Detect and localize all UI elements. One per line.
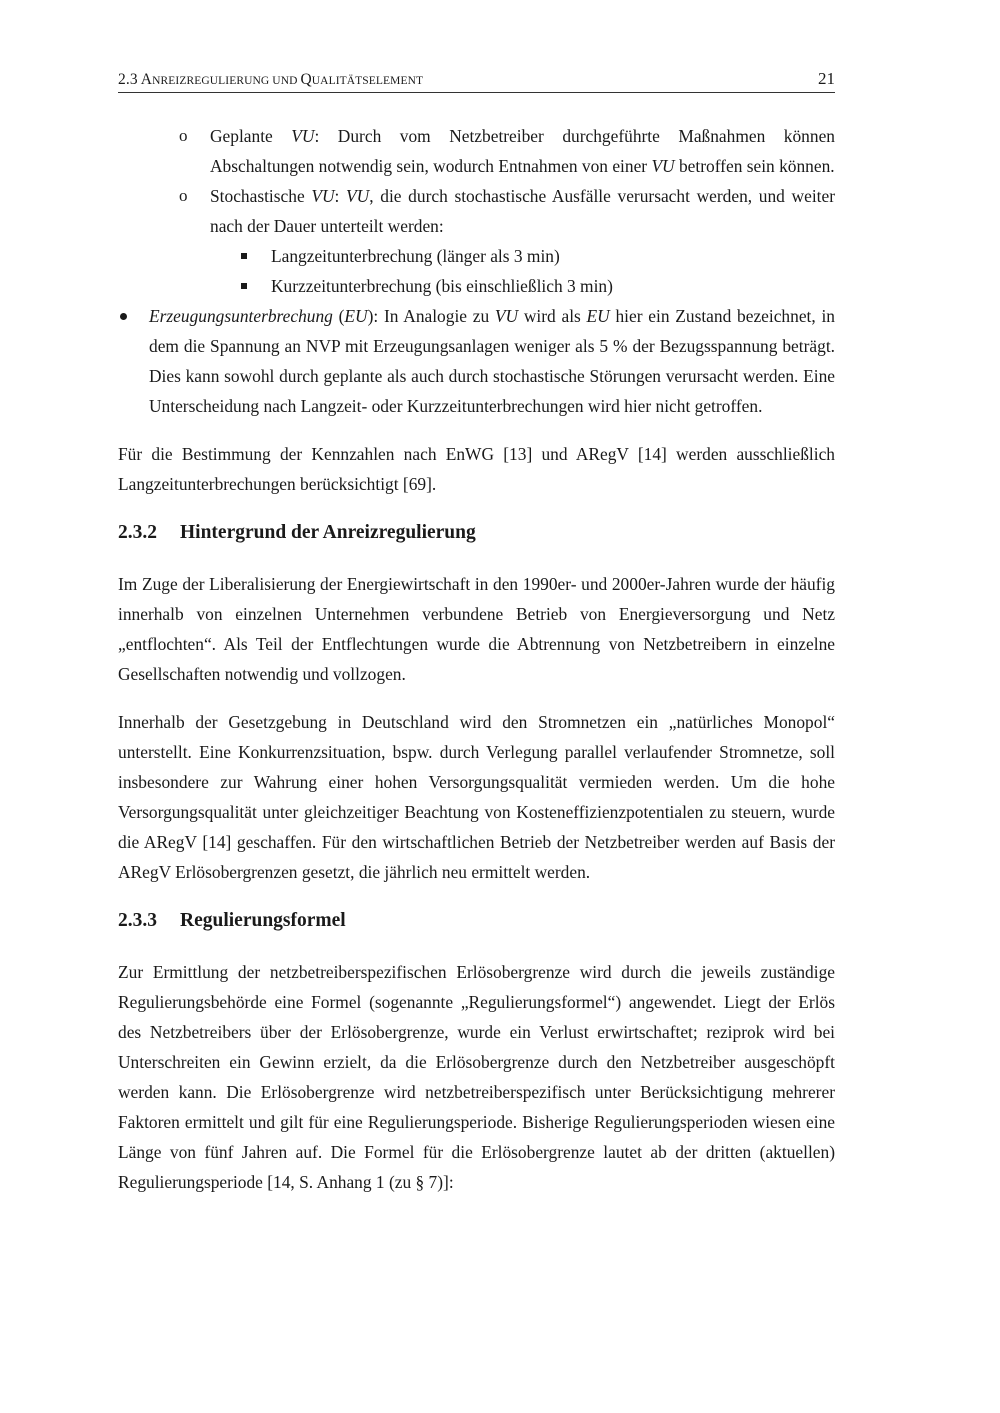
section-heading-2-3-2 bbox=[118, 518, 835, 548]
header-title-cap-q: Q bbox=[300, 71, 312, 88]
section-number: 2.3.3 bbox=[118, 910, 157, 931]
header-section-number: 2.3 bbox=[118, 71, 141, 88]
section-title: Regulierungsformel bbox=[180, 910, 346, 931]
section-title: Hintergrund der Anreizregulierung bbox=[180, 522, 476, 543]
paragraph-kennzahlen: Für die Bestimmung der Kennzahlen nach EnWG [13] und ARegV [14] werden ausschließlich Langzeitunterbrechungen berücksichtigt [69]. bbox=[118, 444, 835, 494]
running-header bbox=[118, 68, 835, 93]
list-item-text: Geplante VU: Durch vom Netzbetreiber durchgeführte Maßnahmen können Abschaltungen notwendig sein, wodurch Entnahmen von einer VU betroffen sein können. bbox=[210, 126, 835, 176]
circle-bullet-icon: o bbox=[179, 126, 188, 145]
section-heading-2-3-3 bbox=[118, 906, 835, 936]
list-item-erzeugungsunterbrechung bbox=[118, 301, 835, 421]
body-text bbox=[118, 121, 835, 1197]
list-item-text: Erzeugungsunterbrechung (EU): In Analogie zu VU wird als EU hier ein Zustand bezeichnet, in dem die Spannung an NVP mit Erzeugungsanlagen weniger als 5 % der Bezugsspannung beträgt. Dies kann sowohl durch geplante als auch durch stochastische Störungen verursacht werden. Eine Unterscheidung nach Langzeit- oder Kurzzeitunterbrechungen wird hier nicht getroffen. bbox=[149, 306, 835, 416]
list-item-langzeit bbox=[118, 241, 835, 271]
header-title-cap-a: A bbox=[140, 71, 153, 88]
circle-bullet-icon: o bbox=[179, 186, 188, 205]
running-header-title bbox=[118, 71, 423, 89]
section-number: 2.3.2 bbox=[118, 522, 157, 543]
square-bullet-icon bbox=[241, 283, 247, 289]
list-item-stochastische-vu bbox=[118, 181, 835, 241]
page-number: 21 bbox=[818, 69, 835, 88]
dot-bullet-icon bbox=[120, 313, 127, 320]
header-title-rest-q: UALITÄTSELEMENT bbox=[311, 75, 424, 87]
header-title-rest-a: NREIZREGULIERUNG UND bbox=[152, 75, 301, 87]
paragraph-monopol: Innerhalb der Gesetzgebung in Deutschland wird den Stromnetzen ein „natürliches Monopol“ unterstellt. Eine Konkurrenzsituation, bspw. durch Verlegung parallel verlaufender Stromnetze, soll insbesondere zur Wahrung einer hohen Versorgungsqualität vermieden werden. Um die hohe Versorgungsqualität unter gleichzeitiger Beachtung von Kosteneffizienzpotentialen zu steuern, wurde die ARegV [14] geschaffen. Für den wirtschaftlichen Betrieb der Netzbetreiber werden auf Basis der ARegV Erlösobergrenzen gesetzt, die jährlich neu ermittelt werden. bbox=[118, 712, 835, 882]
square-bullet-icon bbox=[241, 253, 247, 259]
paragraph-regulierungsformel: Zur Ermittlung der netzbetreiberspezifischen Erlösobergrenze wird durch die jeweils zuständige Regulierungsbehörde eine Formel (sogenannte „Regulierungsformel“) angewendet. Liegt der Erlös des Netzbetreibers über der Erlösobergrenze, wurde ein Verlust erwirtschaftet; reziprok wird bei Unterschreiten ein Gewinn erzielt, da die Erlösobergrenze durch den Netzbetreiber ausgeschöpft werden kann. Die Erlösobergrenze wird netzbetreiberspezifisch unter Berücksichtigung mehrerer Faktoren ermittelt und gilt für eine Regulierungsperiode. Bisherige Regulierungsperioden wiesen eine Länge von fünf Jahren auf. Die Formel für die Erlösobergrenze lautet ab der dritten (aktuellen) Regulierungsperiode [14, S. Anhang 1 (zu § 7)]: bbox=[118, 962, 835, 1192]
list-item-kurzzeit bbox=[118, 271, 835, 301]
list-item-text: Stochastische VU: VU, die durch stochastische Ausfälle verursacht werden, und weiter nach der Dauer unterteilt werden: bbox=[210, 186, 836, 236]
list-item-text: Langzeitunterbrechung (länger als 3 min) bbox=[271, 246, 560, 266]
paragraph-liberalisierung: Im Zuge der Liberalisierung der Energiewirtschaft in den 1990er- und 2000er-Jahren wurde der häufig innerhalb von einzelnen Unternehmen verbundene Betrieb von Energieversorgung und Netz „entflochten“. Als Teil der Entflechtungen wurde die Abtrennung von Netzbetreibern in einzelne Gesellschaften notwendig und vollzogen. bbox=[118, 574, 835, 684]
list-item-geplante-vu bbox=[118, 121, 835, 181]
list-item-text: Kurzzeitunterbrechung (bis einschließlich 3 min) bbox=[271, 276, 613, 296]
